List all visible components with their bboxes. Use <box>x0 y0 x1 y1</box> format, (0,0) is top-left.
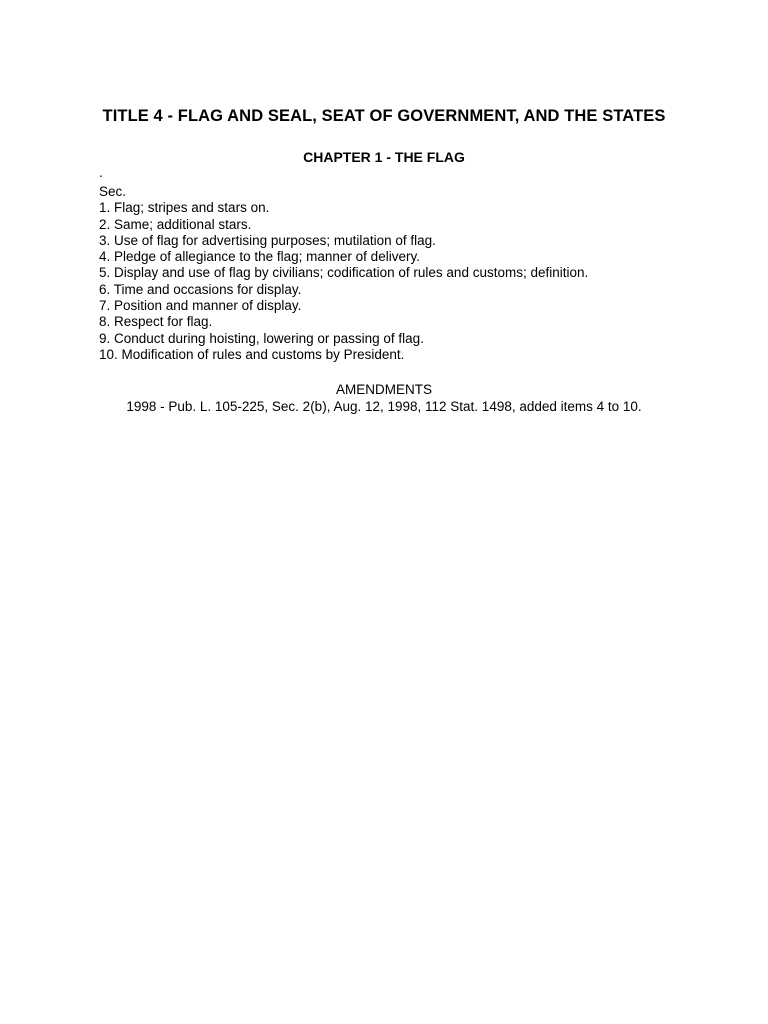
amendments-text: 1998 - Pub. L. 105-225, Sec. 2(b), Aug. 12, 1998, 112 Stat. 1498, added items 4 to 10. <box>126 399 642 414</box>
list-item: 1. Flag; stripes and stars on. <box>99 200 270 216</box>
list-item: 3. Use of flag for advertising purposes; mutilation of flag. <box>99 232 436 248</box>
list-item: 7. Position and manner of display. <box>99 298 302 314</box>
sec-label: Sec. <box>99 184 127 199</box>
list-item: 9. Conduct during hoisting, lowering or passing of flag. <box>99 330 424 346</box>
amendments-heading: AMENDMENTS <box>335 382 432 397</box>
list-item: 10. Modification of rules and customs by President. <box>99 346 405 362</box>
list-item: 8. Respect for flag. <box>99 314 213 330</box>
list-item: 4. Pledge of allegiance to the flag; manner of delivery. <box>99 249 420 265</box>
list-item: 6. Time and occasions for display. <box>99 281 302 297</box>
section-list <box>99 184 588 363</box>
list-item: 5. Display and use of flag by civilians; codification of rules and customs; definition. <box>99 265 589 281</box>
chapter-heading: CHAPTER 1 - THE FLAG <box>303 149 465 165</box>
list-item: 2. Same; additional stars. <box>99 216 252 232</box>
document-title: TITLE 4 - FLAG AND SEAL, SEAT OF GOVERNMENT, AND THE STATES <box>102 107 666 125</box>
leading-dot: . <box>99 165 103 180</box>
